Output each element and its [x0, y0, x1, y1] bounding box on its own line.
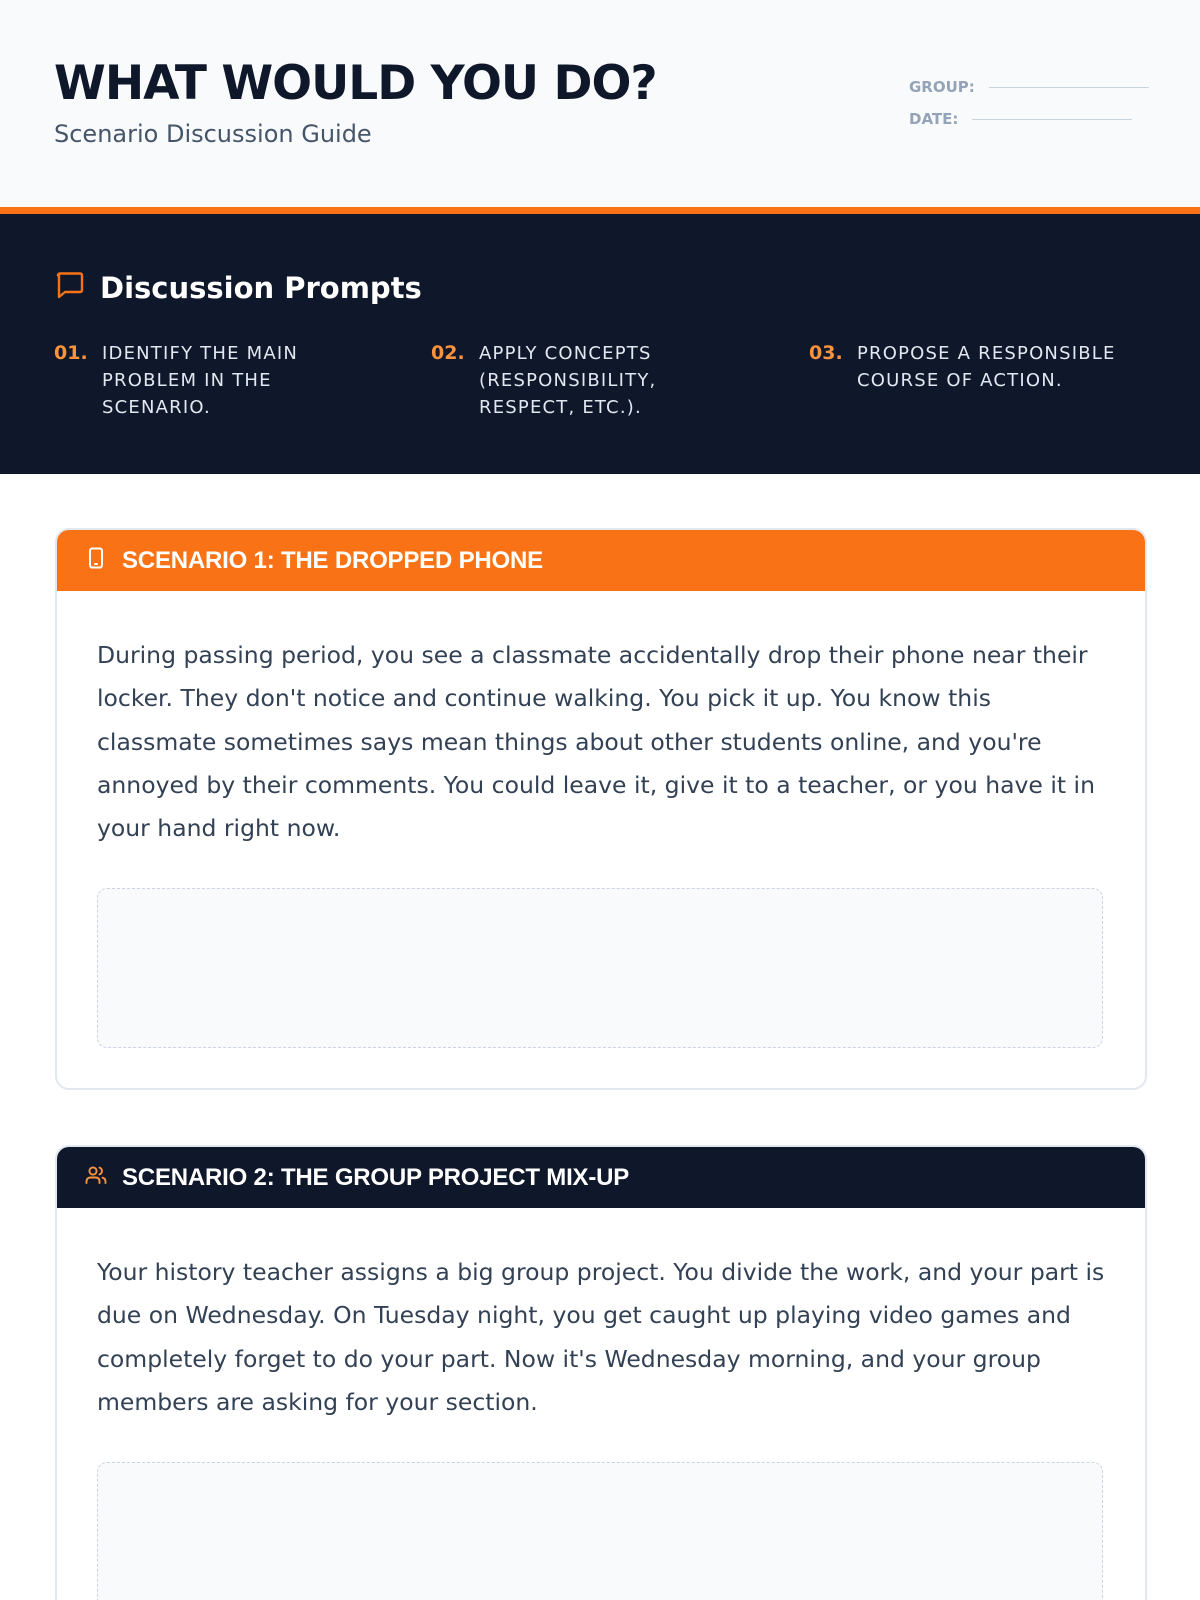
scenario-description: During passing period, you see a classmate accidentally drop their phone near their locker. They don't notice and continue walking. You pick it up. You know this classmate sometimes says mean things about other students online, and you're annoyed by their comments. You could leave it, give it to a teacher, or you have it in your hand right now. — [97, 641, 1095, 843]
response-area[interactable] — [97, 1462, 1103, 1600]
prompt-text: PROPOSE A RESPONSIBLE COURSE OF ACTION. — [857, 343, 1116, 391]
prompt-item — [54, 340, 352, 421]
prompt-number: 03. — [809, 342, 843, 364]
prompt-text: IDENTIFY THE MAIN PROBLEM IN THE SCENARIO. — [102, 343, 299, 418]
group-label: GROUP: — [909, 78, 975, 96]
prompt-item — [809, 340, 1157, 394]
users-icon — [84, 1163, 108, 1192]
group-fill-line — [989, 87, 1149, 88]
response-area[interactable] — [97, 888, 1103, 1048]
date-label: DATE: — [909, 110, 959, 128]
scenario-title: SCENARIO 2: THE GROUP PROJECT MIX-UP — [122, 1163, 630, 1191]
page-subtitle: Scenario Discussion Guide — [54, 120, 372, 148]
scenario-card-2 — [55, 1145, 1147, 1600]
prompt-item — [431, 340, 739, 421]
page-header — [0, 0, 1200, 207]
phone-icon — [84, 546, 108, 575]
date-field — [909, 110, 1132, 128]
chat-bubble-icon — [54, 269, 86, 306]
scenario-card-header — [57, 530, 1145, 591]
prompt-number: 01. — [54, 342, 88, 364]
scenario-card-header — [57, 1147, 1145, 1208]
scenario-card-1 — [55, 528, 1147, 1090]
header-accent-bar — [0, 207, 1200, 214]
scenario-description: Your history teacher assigns a big group project. You divide the work, and your part is due on Wednesday. On Tuesday night, you get caught up playing video games and completely forget to do your part. Now it's Wednesday morning, and your group members are asking for your section. — [97, 1258, 1105, 1416]
scenario-title: SCENARIO 1: THE DROPPED PHONE — [122, 546, 543, 574]
group-field — [909, 78, 1149, 96]
prompts-title: Discussion Prompts — [100, 270, 422, 305]
prompt-number: 02. — [431, 342, 465, 364]
discussion-prompts-section — [0, 214, 1200, 474]
prompt-text: APPLY CONCEPTS (RESPONSIBILITY, RESPECT, ETC.). — [479, 343, 657, 418]
page-title: WHAT WOULD YOU DO? — [54, 56, 657, 111]
date-fill-line — [972, 119, 1132, 120]
prompts-heading — [54, 269, 422, 306]
